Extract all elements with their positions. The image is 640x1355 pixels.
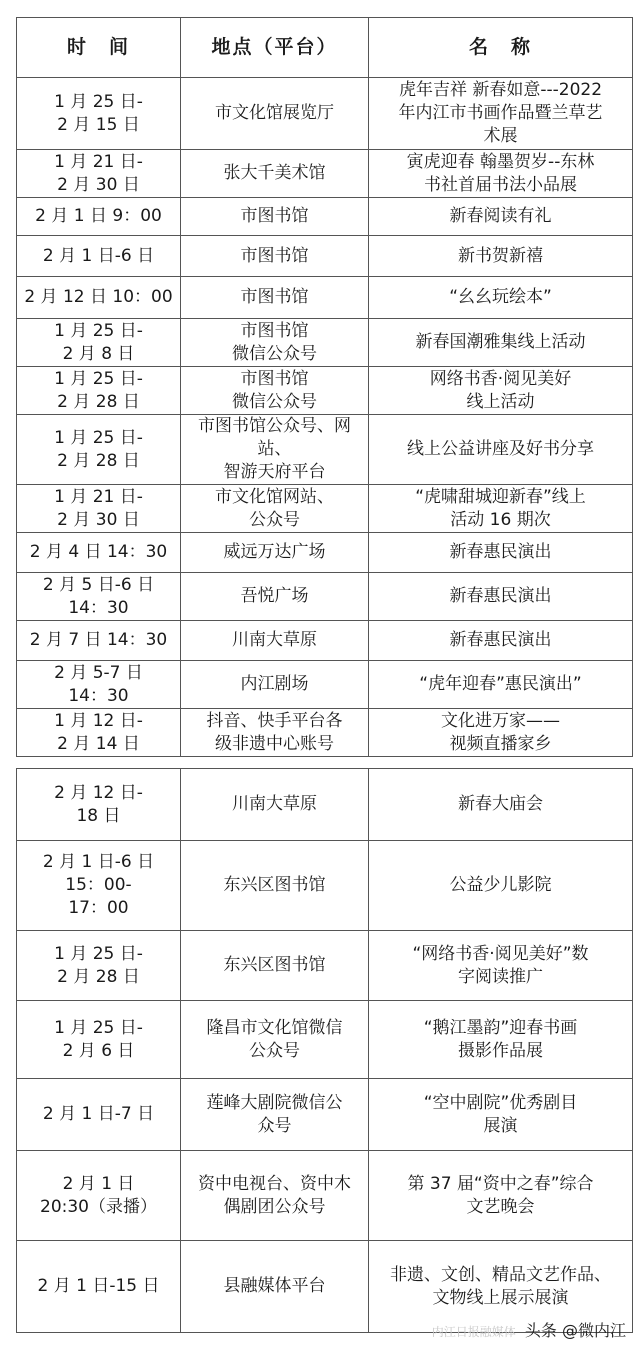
name-cell [369, 621, 633, 661]
time-cell-text: 1 月 21 日- 2 月 30 日 [54, 486, 143, 530]
location-cell-text: 市图书馆 微信公众号 [232, 368, 317, 412]
name-cell-text: 新春大庙会 [458, 794, 543, 814]
name-cell-text: “幺幺玩绘本” [449, 287, 552, 307]
location-cell-text: 张大千美术馆 [223, 163, 326, 183]
location-cell-text: 市文化馆展览厅 [215, 103, 334, 123]
time-cell-text: 1 月 25 日- 2 月 28 日 [54, 943, 143, 987]
time-cell [17, 1001, 181, 1079]
location-cell-text: 县融媒体平台 [223, 1276, 326, 1296]
name-cell [369, 931, 633, 1001]
location-cell-text: 市图书馆 [240, 287, 309, 307]
location-cell-text: 东兴区图书馆 [223, 955, 326, 975]
header-row [17, 18, 633, 78]
header-name: 名 称 [369, 18, 633, 78]
name-cell [369, 1151, 633, 1241]
name-cell-text: 第 37 届“资中之春”综合 文艺晚会 [407, 1173, 594, 1217]
name-cell-text: “空中剧院”优秀剧目 展演 [423, 1092, 578, 1136]
table-row [17, 198, 633, 236]
table-row [17, 573, 633, 621]
name-cell [369, 78, 633, 150]
name-cell-text: “鹅江墨韵”迎春书画 摄影作品展 [423, 1017, 578, 1061]
location-cell [181, 931, 369, 1001]
name-cell-text: 非遗、文创、精品文艺作品、 文物线上展示展演 [390, 1264, 611, 1308]
time-cell [17, 1079, 181, 1151]
name-cell-text: 新春惠民演出 [449, 542, 552, 562]
table-row [17, 841, 633, 931]
header-time: 时 间 [17, 18, 181, 78]
name-cell [369, 573, 633, 621]
name-cell-text: 新春国潮雅集线上活动 [415, 332, 586, 352]
location-cell [181, 1241, 369, 1333]
location-cell [181, 485, 369, 533]
table-row [17, 367, 633, 415]
table-row [17, 769, 633, 841]
name-cell-text: 网络书香·阅见美好 线上活动 [429, 368, 572, 412]
location-cell [181, 769, 369, 841]
location-cell [181, 533, 369, 573]
location-cell-text: 川南大草原 [232, 630, 317, 650]
time-cell-text: 2 月 1 日-15 日 [37, 1276, 160, 1296]
name-cell-text: 文化进万家—— 视频直播家乡 [441, 710, 560, 754]
name-cell [369, 367, 633, 415]
name-cell [369, 150, 633, 198]
table-row [17, 1079, 633, 1151]
name-cell [369, 533, 633, 573]
table-row [17, 709, 633, 757]
location-cell [181, 150, 369, 198]
name-cell-text: “虎年迎春”惠民演出” [419, 674, 582, 694]
name-cell-text: 公益少儿影院 [449, 875, 552, 895]
location-cell-text: 威远万达广场 [223, 542, 326, 562]
name-cell [369, 769, 633, 841]
time-cell [17, 661, 181, 709]
location-cell [181, 621, 369, 661]
watermark-text: 头条 @微内江 [524, 1321, 626, 1340]
time-cell-text: 1 月 25 日- 2 月 28 日 [54, 368, 143, 412]
location-cell-text: 市图书馆 [240, 206, 309, 226]
events-table-1 [16, 17, 633, 757]
time-cell-text: 1 月 21 日- 2 月 30 日 [54, 151, 143, 195]
time-cell-text: 2 月 5 日-6 日 14：30 [42, 574, 155, 618]
header-location: 地点（平台） [181, 18, 369, 78]
table-row [17, 533, 633, 573]
time-cell [17, 415, 181, 485]
location-cell [181, 841, 369, 931]
table-row [17, 485, 633, 533]
location-cell [181, 1151, 369, 1241]
time-cell [17, 78, 181, 150]
location-cell [181, 661, 369, 709]
time-cell [17, 769, 181, 841]
time-cell [17, 573, 181, 621]
time-cell [17, 319, 181, 367]
table-row [17, 931, 633, 1001]
time-cell-text: 2 月 1 日 20:30（录播） [40, 1173, 157, 1217]
name-cell-text: “网络书香·阅见美好”数 字阅读推广 [412, 943, 589, 987]
time-cell-text: 1 月 25 日- 2 月 15 日 [54, 91, 143, 135]
location-cell [181, 709, 369, 757]
time-cell-text: 2 月 7 日 14：30 [29, 630, 168, 650]
location-cell-text: 市图书馆 微信公众号 [232, 320, 317, 364]
location-cell-text: 川南大草原 [232, 794, 317, 814]
name-cell [369, 661, 633, 709]
time-cell-text: 2 月 1 日 9：00 [35, 206, 162, 226]
time-cell [17, 367, 181, 415]
time-cell [17, 1151, 181, 1241]
name-cell-text: 新春惠民演出 [449, 586, 552, 606]
location-cell-text: 吾悦广场 [240, 586, 309, 606]
time-cell-text: 1 月 25 日- 2 月 28 日 [54, 427, 143, 471]
table-row [17, 150, 633, 198]
time-cell-text: 2 月 1 日-7 日 [42, 1104, 155, 1124]
table-row [17, 78, 633, 150]
name-cell-text: 寅虎迎春 翰墨贺岁--东林 书社首届书法小品展 [406, 151, 595, 195]
time-cell [17, 841, 181, 931]
time-cell [17, 709, 181, 757]
location-cell [181, 236, 369, 277]
location-cell-text: 市图书馆 [240, 245, 309, 266]
location-cell-text: 市图书馆公众号、网站、 智游天府平台 [198, 416, 351, 482]
table-row [17, 236, 633, 277]
location-cell-text: 东兴区图书馆 [223, 875, 326, 895]
time-cell-text: 2 月 5-7 日 14：30 [54, 662, 143, 706]
time-cell-text: 2 月 4 日 14：30 [29, 542, 168, 562]
events-table-2 [16, 768, 633, 1333]
location-cell-text: 抖音、快手平台各 级非遗中心账号 [206, 710, 343, 754]
name-cell-text: “虎啸甜城迎新春”线上 活动 16 期次 [415, 486, 586, 530]
time-cell [17, 236, 181, 277]
location-cell-text: 隆昌市文化馆微信 公众号 [206, 1017, 343, 1061]
table-row [17, 661, 633, 709]
location-cell [181, 277, 369, 319]
location-cell [181, 367, 369, 415]
watermark [432, 1318, 626, 1341]
name-cell-text: 新书贺新禧 [458, 245, 543, 266]
location-cell [181, 78, 369, 150]
name-cell [369, 319, 633, 367]
time-cell-text: 2 月 1 日-6 日 15：00- 17：00 [42, 852, 155, 918]
time-cell [17, 150, 181, 198]
table-row [17, 277, 633, 319]
time-cell-text: 1 月 12 日- 2 月 14 日 [54, 710, 143, 754]
name-cell-text: 线上公益讲座及好书分享 [407, 439, 594, 459]
name-cell-text: 新春惠民演出 [449, 630, 552, 650]
name-cell [369, 1001, 633, 1079]
name-cell [369, 198, 633, 236]
location-cell-text: 内江剧场 [240, 674, 309, 694]
table-row [17, 1001, 633, 1079]
time-cell [17, 277, 181, 319]
time-cell [17, 533, 181, 573]
name-cell [369, 236, 633, 277]
location-cell-text: 资中电视台、资中木 偶剧团公众号 [198, 1173, 351, 1217]
table-row [17, 1151, 633, 1241]
location-cell [181, 1001, 369, 1079]
location-cell [181, 573, 369, 621]
location-cell [181, 1079, 369, 1151]
location-cell [181, 415, 369, 485]
time-cell-text: 1 月 25 日- 2 月 8 日 [54, 320, 143, 364]
time-cell-text: 2 月 1 日-6 日 [42, 245, 155, 266]
location-cell-text: 市文化馆网站、 公众号 [215, 486, 334, 530]
time-cell [17, 198, 181, 236]
time-cell [17, 1241, 181, 1333]
time-cell-text: 2 月 12 日 10：00 [24, 287, 173, 307]
name-cell [369, 709, 633, 757]
table-row [17, 621, 633, 661]
time-cell [17, 485, 181, 533]
table-row [17, 415, 633, 485]
location-cell [181, 319, 369, 367]
time-cell [17, 931, 181, 1001]
name-cell [369, 277, 633, 319]
table-row [17, 319, 633, 367]
name-cell [369, 1079, 633, 1151]
location-cell-text: 莲峰大剧院微信公 众号 [206, 1092, 343, 1136]
time-cell-text: 2 月 12 日- 18 日 [54, 782, 143, 826]
name-cell [369, 415, 633, 485]
time-cell [17, 621, 181, 661]
name-cell [369, 485, 633, 533]
location-cell [181, 198, 369, 236]
name-cell [369, 841, 633, 931]
time-cell-text: 1 月 25 日- 2 月 6 日 [54, 1017, 143, 1061]
watermark-faint: 内江日报融媒体 [431, 1325, 516, 1339]
name-cell-text: 新春阅读有礼 [449, 206, 552, 226]
name-cell-text: 虎年吉祥 新春如意---2022 年内江市书画作品暨兰草艺 术展 [398, 80, 603, 146]
